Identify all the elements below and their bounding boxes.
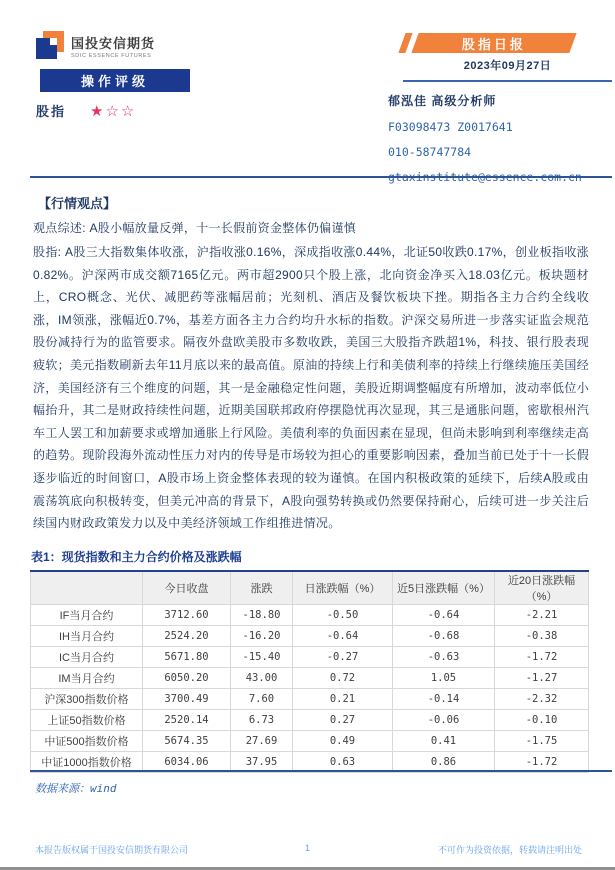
footer-disclaimer: 不可作为投资依据，转载请注明出处 bbox=[437, 845, 582, 855]
company-logo-icon bbox=[35, 30, 65, 60]
row-label: 沪深300指数价格 bbox=[31, 689, 143, 710]
table-row bbox=[31, 731, 589, 752]
table-cell: -0.27 bbox=[293, 647, 393, 668]
table-bottom-divider bbox=[30, 770, 612, 772]
data-source: 数据来源：wind bbox=[35, 782, 117, 795]
column-header: 今日收盘 bbox=[143, 571, 231, 605]
table-cell: 0.41 bbox=[393, 731, 495, 752]
table-cell: 0.72 bbox=[293, 668, 393, 689]
table-cell: 0.27 bbox=[293, 710, 393, 731]
report-date: 2023年09月27日 bbox=[463, 60, 552, 72]
table-cell: -0.10 bbox=[495, 710, 589, 731]
table-cell: 6.73 bbox=[231, 710, 293, 731]
section-title: 【行情观点】 bbox=[38, 196, 117, 211]
report-type-banner bbox=[411, 33, 576, 53]
table-cell: 27.69 bbox=[231, 731, 293, 752]
column-header bbox=[31, 571, 143, 605]
row-label: IM当月合约 bbox=[31, 668, 143, 689]
price-table bbox=[30, 570, 589, 773]
column-header: 近20日涨跌幅（%） bbox=[495, 571, 589, 605]
table-body bbox=[31, 605, 589, 773]
column-header: 涨跌 bbox=[231, 571, 293, 605]
table-cell: -2.32 bbox=[495, 689, 589, 710]
analyst-name: 郁泓佳 高级分析师 bbox=[388, 94, 497, 108]
table-cell: -0.06 bbox=[393, 710, 495, 731]
row-label: 中证500指数价格 bbox=[31, 731, 143, 752]
table-cell: -0.50 bbox=[293, 605, 393, 626]
star-rating-icon: ★☆☆ bbox=[90, 102, 137, 120]
table-cell: 37.95 bbox=[231, 752, 293, 773]
page-footer bbox=[0, 843, 615, 859]
table-cell: 0.49 bbox=[293, 731, 393, 752]
price-table-wrap bbox=[30, 570, 588, 773]
table-row bbox=[31, 710, 589, 731]
table-cell: -0.68 bbox=[393, 626, 495, 647]
footer-copyright: 本报告版权属于国投安信期货有限公司 bbox=[35, 845, 189, 855]
table-row bbox=[31, 626, 589, 647]
rating-instrument-label: 股指 bbox=[36, 104, 67, 119]
table-cell: -16.20 bbox=[231, 626, 293, 647]
table-cell: 2524.20 bbox=[143, 626, 231, 647]
rating-section-label: 操作评级 bbox=[80, 74, 149, 89]
company-name bbox=[71, 30, 155, 59]
row-label: IH当月合约 bbox=[31, 626, 143, 647]
company-logo bbox=[35, 30, 155, 60]
table-cell: 0.21 bbox=[293, 689, 393, 710]
table-cell: -0.38 bbox=[495, 626, 589, 647]
table-header-row bbox=[31, 571, 589, 605]
analyst-phone: 010-58747784 bbox=[388, 145, 472, 159]
table-cell: 6034.06 bbox=[143, 752, 231, 773]
table-title: 表1：现货指数和主力合约价格及涨跌幅 bbox=[31, 550, 242, 564]
analyst-credentials: F03098473 Z0017641 bbox=[388, 120, 513, 134]
table-cell: 0.86 bbox=[393, 752, 495, 773]
table-cell: -1.72 bbox=[495, 752, 589, 773]
header-divider bbox=[30, 176, 612, 178]
company-name-cn: 国投安信期货 bbox=[71, 36, 156, 51]
row-label: IC当月合约 bbox=[31, 647, 143, 668]
table-cell: 5674.35 bbox=[143, 731, 231, 752]
table-cell: -1.72 bbox=[495, 647, 589, 668]
table-cell: 2520.14 bbox=[143, 710, 231, 731]
table-cell: -0.64 bbox=[293, 626, 393, 647]
table-row bbox=[31, 605, 589, 626]
table-row bbox=[31, 668, 589, 689]
table-cell: 43.00 bbox=[231, 668, 293, 689]
table-cell: -0.63 bbox=[393, 647, 495, 668]
rating-row bbox=[36, 101, 136, 120]
report-type-label: 股指日报 bbox=[461, 36, 526, 52]
row-label: 中证1000指数价格 bbox=[31, 752, 143, 773]
table-cell: 3712.60 bbox=[143, 605, 231, 626]
column-header: 日涨跌幅（%） bbox=[293, 571, 393, 605]
table-cell: -1.27 bbox=[495, 668, 589, 689]
table-cell: 5671.80 bbox=[143, 647, 231, 668]
table-cell: -15.40 bbox=[231, 647, 293, 668]
table-cell: 0.63 bbox=[293, 752, 393, 773]
table-cell: 1.05 bbox=[393, 668, 495, 689]
table-cell: -0.14 bbox=[393, 689, 495, 710]
banner-stripe bbox=[398, 33, 412, 53]
company-name-en: SDIC ESSENCE FUTURES bbox=[71, 53, 152, 59]
table-cell: 7.60 bbox=[231, 689, 293, 710]
footer-page-number: 1 bbox=[304, 843, 310, 853]
rating-section-header bbox=[40, 69, 190, 92]
report-date-block bbox=[403, 56, 612, 82]
table-cell: -1.75 bbox=[495, 731, 589, 752]
opinion-summary: 观点综述: A股小幅放量反弹，十一长假前资金整体仍偏谨慎 bbox=[33, 221, 357, 235]
table-cell: 6050.20 bbox=[143, 668, 231, 689]
table-row bbox=[31, 647, 589, 668]
opinion-body: 股指: A股三大指数集体收涨，沪指收涨0.16%，深成指收涨0.44%，北证50收跌0.17%，创业板指收涨0.82%。沪深两市成交额7165亿元。两市超2900只个股上涨，北向资金净买入18.03亿元。板块题材上，CRO概念、光伏、减肥药等涨幅居前；光刻机、酒店及餐饮板块下挫。期指各主力合约全线收涨，IM领涨，涨幅近0.7%，基差方面各主力合约均升水标的指数。沪深交易所进一步落实证监会规范股份减持行为的监管要求。隔夜外盘欧美股市多数收跌，美国三大股指齐跌超1%，科技、银行股表现疲软；美元指数刷新去年11月底以来的最高值。原油的持续上行和美债利率的持续上行继续施压美国经济，美国经济有三个维度的问题，其一是金融稳定性问题，美股近期调整幅度有所增加，波动率低位小幅抬升，其二是财政持续性问题，近期美国联邦政府停摆隐忧再次显现，其三是通胀问题，密歇根州汽车工人罢工和加薪要求或增加通胀上行风险。美债利率的负面因素在显现，但尚未影响到利率继续走高的趋势。现阶段海外流动性压力对内的传导是市场较为担心的重要影响因素，叠加当前已处于十一长假逐步临近的时间窗口，A股市场上资金整体表现的较为谨慎。在国内积极政策的延续下，后续A股或由震荡筑底向积极转变，但美元冲高的背景下，A股向强势转换或仍然要保持耐心，后续可进一步关注后续国内财政政策发力以及中美经济领域工作组推进情况。 bbox=[33, 245, 589, 531]
row-label: IF当月合约 bbox=[31, 605, 143, 626]
row-label: 上证50指数价格 bbox=[31, 710, 143, 731]
column-header: 近5日涨跌幅（%） bbox=[393, 571, 495, 605]
table-cell: -2.21 bbox=[495, 605, 589, 626]
table-cell: 3700.49 bbox=[143, 689, 231, 710]
table-row bbox=[31, 689, 589, 710]
analyst-block bbox=[388, 92, 613, 184]
table-cell: -18.80 bbox=[231, 605, 293, 626]
table-cell: -0.64 bbox=[393, 605, 495, 626]
